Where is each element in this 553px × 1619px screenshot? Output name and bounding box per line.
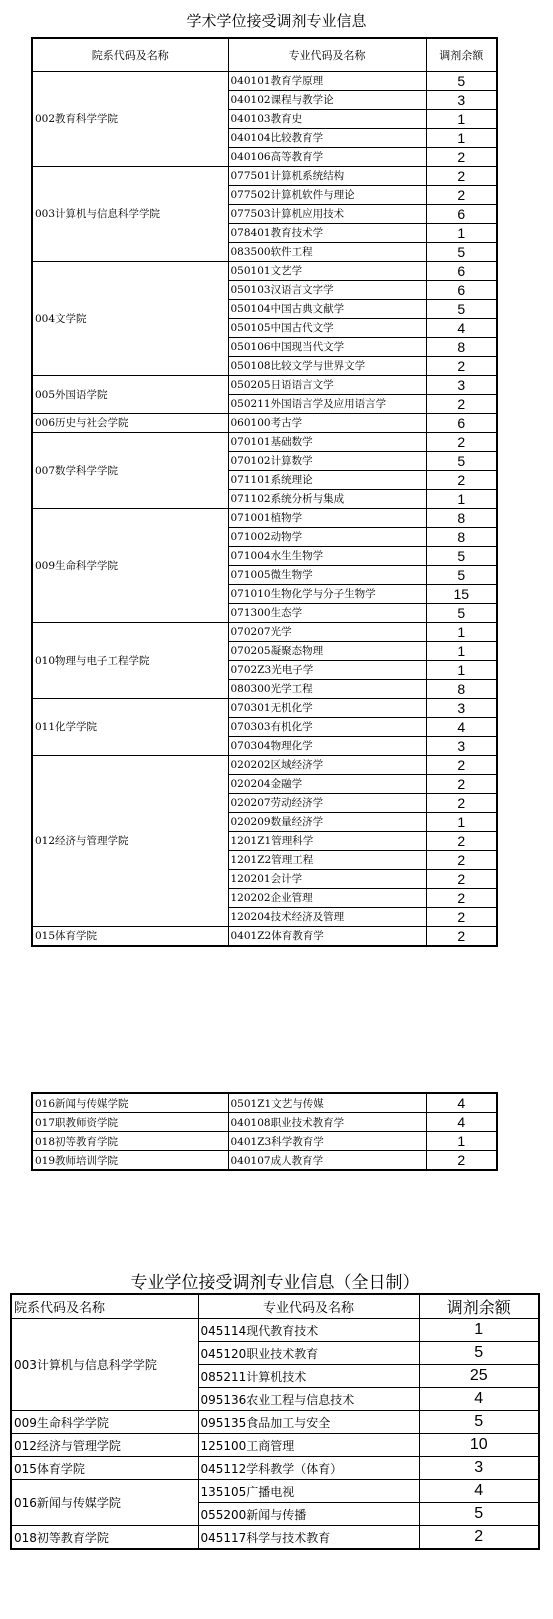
- table-row: [11, 1411, 539, 1434]
- quota-cell: 1: [426, 1132, 497, 1151]
- major-cell: 040106高等教育学: [228, 147, 426, 166]
- quota-cell: 6: [426, 280, 497, 299]
- major-cell: 070304物理化学: [228, 736, 426, 755]
- quota-cell: 4: [419, 1480, 539, 1503]
- major-cell: 045114现代教育技术: [198, 1319, 419, 1342]
- quota-cell: 1: [426, 812, 497, 831]
- quota-cell: 2: [426, 831, 497, 850]
- table-row: [11, 1526, 539, 1550]
- major-cell: 077502计算机软件与理论: [228, 185, 426, 204]
- quota-cell: 25: [419, 1365, 539, 1388]
- major-cell: 050103汉语言文字学: [228, 280, 426, 299]
- major-cell: 0401Z2体育教育学: [228, 926, 426, 946]
- dept-cell: 010物理与电子工程学院: [32, 622, 228, 698]
- major-cell: 080300光学工程: [228, 679, 426, 698]
- quota-cell: 1: [426, 622, 497, 641]
- table-row: [11, 1434, 539, 1457]
- table-row: [32, 261, 497, 280]
- quota-cell: 2: [419, 1526, 539, 1550]
- major-cell: 040104比较教育学: [228, 128, 426, 147]
- major-cell: 060100考古学: [228, 413, 426, 432]
- major-cell: 070205凝聚态物理: [228, 641, 426, 660]
- major-cell: 083500软件工程: [228, 242, 426, 261]
- table-row: [32, 1093, 497, 1113]
- major-cell: 070207光学: [228, 622, 426, 641]
- quota-cell: 3: [426, 375, 497, 394]
- quota-cell: 1: [426, 641, 497, 660]
- quota-cell: 5: [426, 451, 497, 470]
- quota-cell: 2: [426, 470, 497, 489]
- quota-cell: 4: [426, 1093, 497, 1113]
- quota-cell: 4: [426, 717, 497, 736]
- major-cell: 040102课程与教学论: [228, 90, 426, 109]
- major-cell: 0702Z3光电子学: [228, 660, 426, 679]
- dept-cell: 003计算机与信息科学学院: [32, 166, 228, 261]
- quota-cell: 10: [419, 1434, 539, 1457]
- major-cell: 020204金融学: [228, 774, 426, 793]
- dept-cell: 016新闻与传媒学院: [11, 1480, 198, 1526]
- major-cell: 040101教育学原理: [228, 71, 426, 90]
- major-cell: 0401Z3科学教育学: [228, 1132, 426, 1151]
- major-cell: 071010生物化学与分子生物学: [228, 584, 426, 603]
- quota-cell: 5: [419, 1503, 539, 1526]
- major-cell: 040107成人教育学: [228, 1151, 426, 1171]
- major-cell: 050101文艺学: [228, 261, 426, 280]
- header-major: 专业代码及名称: [228, 38, 426, 71]
- quota-cell: 8: [426, 527, 497, 546]
- academic-table-continued: [31, 1092, 498, 1171]
- major-cell: 071002动物学: [228, 527, 426, 546]
- quota-cell: 5: [426, 603, 497, 622]
- quota-cell: 6: [426, 204, 497, 223]
- major-cell: 070301无机化学: [228, 698, 426, 717]
- header-major: 专业代码及名称: [198, 1294, 419, 1319]
- dept-cell: 002教育科学学院: [32, 71, 228, 166]
- major-cell: 070101基础数学: [228, 432, 426, 451]
- major-cell: 050211外国语言学及应用语言学: [228, 394, 426, 413]
- major-cell: 070102计算数学: [228, 451, 426, 470]
- quota-cell: 4: [419, 1388, 539, 1411]
- table-row: [32, 1151, 497, 1171]
- major-cell: 120204技术经济及管理: [228, 907, 426, 926]
- major-cell: 078401教育技术学: [228, 223, 426, 242]
- quota-cell: 5: [426, 299, 497, 318]
- quota-cell: 5: [426, 565, 497, 584]
- quota-cell: 2: [426, 888, 497, 907]
- academic-table: [31, 37, 498, 947]
- academic-title: 学术学位接受调剂专业信息: [186, 12, 367, 30]
- quota-cell: 8: [426, 508, 497, 527]
- quota-cell: 5: [426, 546, 497, 565]
- quota-cell: 2: [426, 185, 497, 204]
- quota-cell: 2: [426, 926, 497, 946]
- table-row: [11, 1457, 539, 1480]
- major-cell: 095136农业工程与信息技术: [198, 1388, 419, 1411]
- dept-cell: 007数学科学学院: [32, 432, 228, 508]
- major-cell: 0501Z1文艺与传媒: [228, 1093, 426, 1113]
- major-cell: 095135食品加工与安全: [198, 1411, 419, 1434]
- table-row: [11, 1480, 539, 1503]
- major-cell: 040103教育史: [228, 109, 426, 128]
- quota-cell: 3: [426, 736, 497, 755]
- quota-cell: 6: [426, 261, 497, 280]
- dept-cell: 017职教师资学院: [32, 1113, 228, 1132]
- major-cell: 020207劳动经济学: [228, 793, 426, 812]
- major-cell: 040108职业技术教育学: [228, 1113, 426, 1132]
- major-cell: 055200新闻与传播: [198, 1503, 419, 1526]
- major-cell: 077503计算机应用技术: [228, 204, 426, 223]
- major-cell: 085211计算机技术: [198, 1365, 419, 1388]
- quota-cell: 5: [426, 242, 497, 261]
- quota-cell: 2: [426, 166, 497, 185]
- table-row: [32, 926, 497, 946]
- quota-cell: 1: [419, 1319, 539, 1342]
- quota-cell: 1: [426, 128, 497, 147]
- table-row: [32, 508, 497, 527]
- quota-cell: 2: [426, 850, 497, 869]
- quota-cell: 3: [426, 698, 497, 717]
- quota-cell: 2: [426, 356, 497, 375]
- major-cell: 071102系统分析与集成: [228, 489, 426, 508]
- quota-cell: 4: [426, 318, 497, 337]
- table-row: [32, 755, 497, 774]
- quota-cell: 8: [426, 679, 497, 698]
- quota-cell: 6: [426, 413, 497, 432]
- quota-cell: 2: [426, 432, 497, 451]
- dept-cell: 015体育学院: [32, 926, 228, 946]
- header-dept: 院系代码及名称: [11, 1294, 198, 1319]
- quota-cell: 5: [419, 1342, 539, 1365]
- quota-cell: 1: [426, 489, 497, 508]
- table-row: [32, 71, 497, 90]
- quota-cell: 2: [426, 394, 497, 413]
- quota-cell: 2: [426, 793, 497, 812]
- table-row: [32, 698, 497, 717]
- major-cell: 071005微生物学: [228, 565, 426, 584]
- major-cell: 1201Z2管理工程: [228, 850, 426, 869]
- quota-cell: 2: [426, 1151, 497, 1171]
- dept-cell: 018初等教育学院: [32, 1132, 228, 1151]
- quota-cell: 2: [426, 755, 497, 774]
- major-cell: 050108比较文学与世界文学: [228, 356, 426, 375]
- table-row: [32, 1132, 497, 1151]
- quota-cell: 1: [426, 109, 497, 128]
- dept-cell: 005外国语学院: [32, 375, 228, 413]
- quota-cell: 2: [426, 147, 497, 166]
- major-cell: 050104中国古典文献学: [228, 299, 426, 318]
- quota-cell: 1: [426, 223, 497, 242]
- major-cell: 071300生态学: [228, 603, 426, 622]
- major-cell: 135105广播电视: [198, 1480, 419, 1503]
- header-dept: 院系代码及名称: [32, 38, 228, 71]
- major-cell: 120202企业管理: [228, 888, 426, 907]
- table-row: [32, 166, 497, 185]
- professional-title: 专业学位接受调剂专业信息（全日制）: [130, 1273, 420, 1293]
- quota-cell: 2: [426, 774, 497, 793]
- dept-cell: 012经济与管理学院: [32, 755, 228, 926]
- quota-cell: 8: [426, 337, 497, 356]
- dept-cell: 009生命科学学院: [32, 508, 228, 622]
- table-row: [11, 1319, 539, 1342]
- quota-cell: 3: [419, 1457, 539, 1480]
- dept-cell: 012经济与管理学院: [11, 1434, 198, 1457]
- header-quota: 调剂余额: [426, 38, 497, 71]
- major-cell: 071004水生生物学: [228, 546, 426, 565]
- dept-cell: 006历史与社会学院: [32, 413, 228, 432]
- major-cell: 050105中国古代文学: [228, 318, 426, 337]
- header-quota: 调剂余额: [419, 1294, 539, 1319]
- dept-cell: 011化学学院: [32, 698, 228, 755]
- quota-cell: 1: [426, 660, 497, 679]
- table-row: [32, 432, 497, 451]
- quota-cell: 3: [426, 90, 497, 109]
- major-cell: 070303有机化学: [228, 717, 426, 736]
- major-cell: 050106中国现当代文学: [228, 337, 426, 356]
- quota-cell: 5: [426, 71, 497, 90]
- dept-cell: 009生命科学学院: [11, 1411, 198, 1434]
- quota-cell: 4: [426, 1113, 497, 1132]
- quota-cell: 2: [426, 869, 497, 888]
- table-row: [32, 413, 497, 432]
- major-cell: 045112学科教学（体育）: [198, 1457, 419, 1480]
- major-cell: 077501计算机系统结构: [228, 166, 426, 185]
- major-cell: 120201会计学: [228, 869, 426, 888]
- quota-cell: 5: [419, 1411, 539, 1434]
- major-cell: 071001植物学: [228, 508, 426, 527]
- major-cell: 125100工商管理: [198, 1434, 419, 1457]
- dept-cell: 004文学院: [32, 261, 228, 375]
- dept-cell: 016新闻与传媒学院: [32, 1093, 228, 1113]
- major-cell: 045120职业技术教育: [198, 1342, 419, 1365]
- professional-table: [10, 1293, 540, 1550]
- major-cell: 1201Z1管理科学: [228, 831, 426, 850]
- dept-cell: 018初等教育学院: [11, 1526, 198, 1550]
- table-row: [32, 622, 497, 641]
- major-cell: 045117科学与技术教育: [198, 1526, 419, 1550]
- dept-cell: 019教师培训学院: [32, 1151, 228, 1171]
- table-row: [32, 375, 497, 394]
- quota-cell: 15: [426, 584, 497, 603]
- dept-cell: 003计算机与信息科学学院: [11, 1319, 198, 1411]
- quota-cell: 2: [426, 907, 497, 926]
- table-row: [32, 1113, 497, 1132]
- dept-cell: 015体育学院: [11, 1457, 198, 1480]
- major-cell: 050205日语语言文学: [228, 375, 426, 394]
- major-cell: 020209数量经济学: [228, 812, 426, 831]
- major-cell: 020202区域经济学: [228, 755, 426, 774]
- major-cell: 071101系统理论: [228, 470, 426, 489]
